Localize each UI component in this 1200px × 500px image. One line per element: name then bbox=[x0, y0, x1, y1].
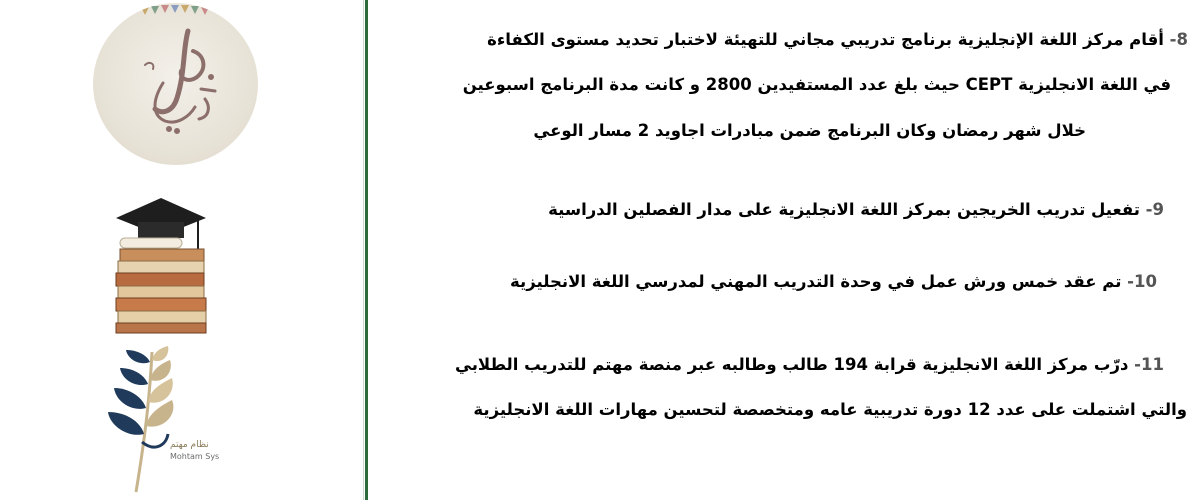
item-8-line-1 bbox=[487, 30, 1188, 49]
item-9-line-1 bbox=[548, 200, 1164, 219]
item-text: أقام مركز اللغة الإنجليزية برنامج تدريبي مجاني للتهيئة لاختبار تحديد مستوى الكفاءة bbox=[487, 30, 1164, 49]
item-text: تم عقد خمس ورش عمل في وحدة التدريب المهني لمدرسي اللغة الانجليزية bbox=[510, 272, 1122, 291]
mohtam-caption: Mohtam Sys bbox=[170, 452, 220, 461]
item-number: 10- bbox=[1127, 272, 1157, 291]
item-8-line-3: خلال شهر رمضان وكان البرنامج ضمن مبادرات اجاويد 2 مسار الوعي bbox=[533, 121, 1086, 140]
item-text: درّب مركز اللغة الانجليزية قرابة 194 طالب وطالبه عبر منصة مهتم للتدريب الطلابي bbox=[455, 355, 1129, 374]
item-11-line-1 bbox=[455, 355, 1164, 374]
mohtam-arabic-label: نظام مهتم bbox=[170, 440, 209, 450]
calligraphy-mark bbox=[145, 31, 215, 134]
item-number: 8- bbox=[1169, 30, 1188, 49]
books-graduation-icon bbox=[106, 192, 216, 334]
item-8-line-2: في اللغة الانجليزية CEPT حيث بلغ عدد المستفيدين 2800 و كانت مدة البرنامج اسبوعين bbox=[462, 75, 1171, 94]
content-area bbox=[380, 0, 1190, 500]
item-10-line-1 bbox=[510, 272, 1157, 291]
left-panel bbox=[0, 0, 362, 500]
vertical-divider bbox=[363, 0, 368, 500]
item-11-line-2: والتي اشتملت على عدد 12 دورة تدريبية عامه ومتخصصة لتحسين مهارات اللغة الانجليزية bbox=[473, 400, 1187, 419]
mohtam-logo bbox=[106, 342, 224, 494]
ajaweed-logo bbox=[93, 3, 258, 165]
bunting-decoration bbox=[141, 5, 209, 15]
item-number: 9- bbox=[1145, 200, 1164, 219]
item-text: تفعيل تدريب الخريجين بمركز اللغة الانجليزية على مدار الفصلين الدراسية bbox=[548, 200, 1140, 219]
item-number: 11- bbox=[1134, 355, 1164, 374]
